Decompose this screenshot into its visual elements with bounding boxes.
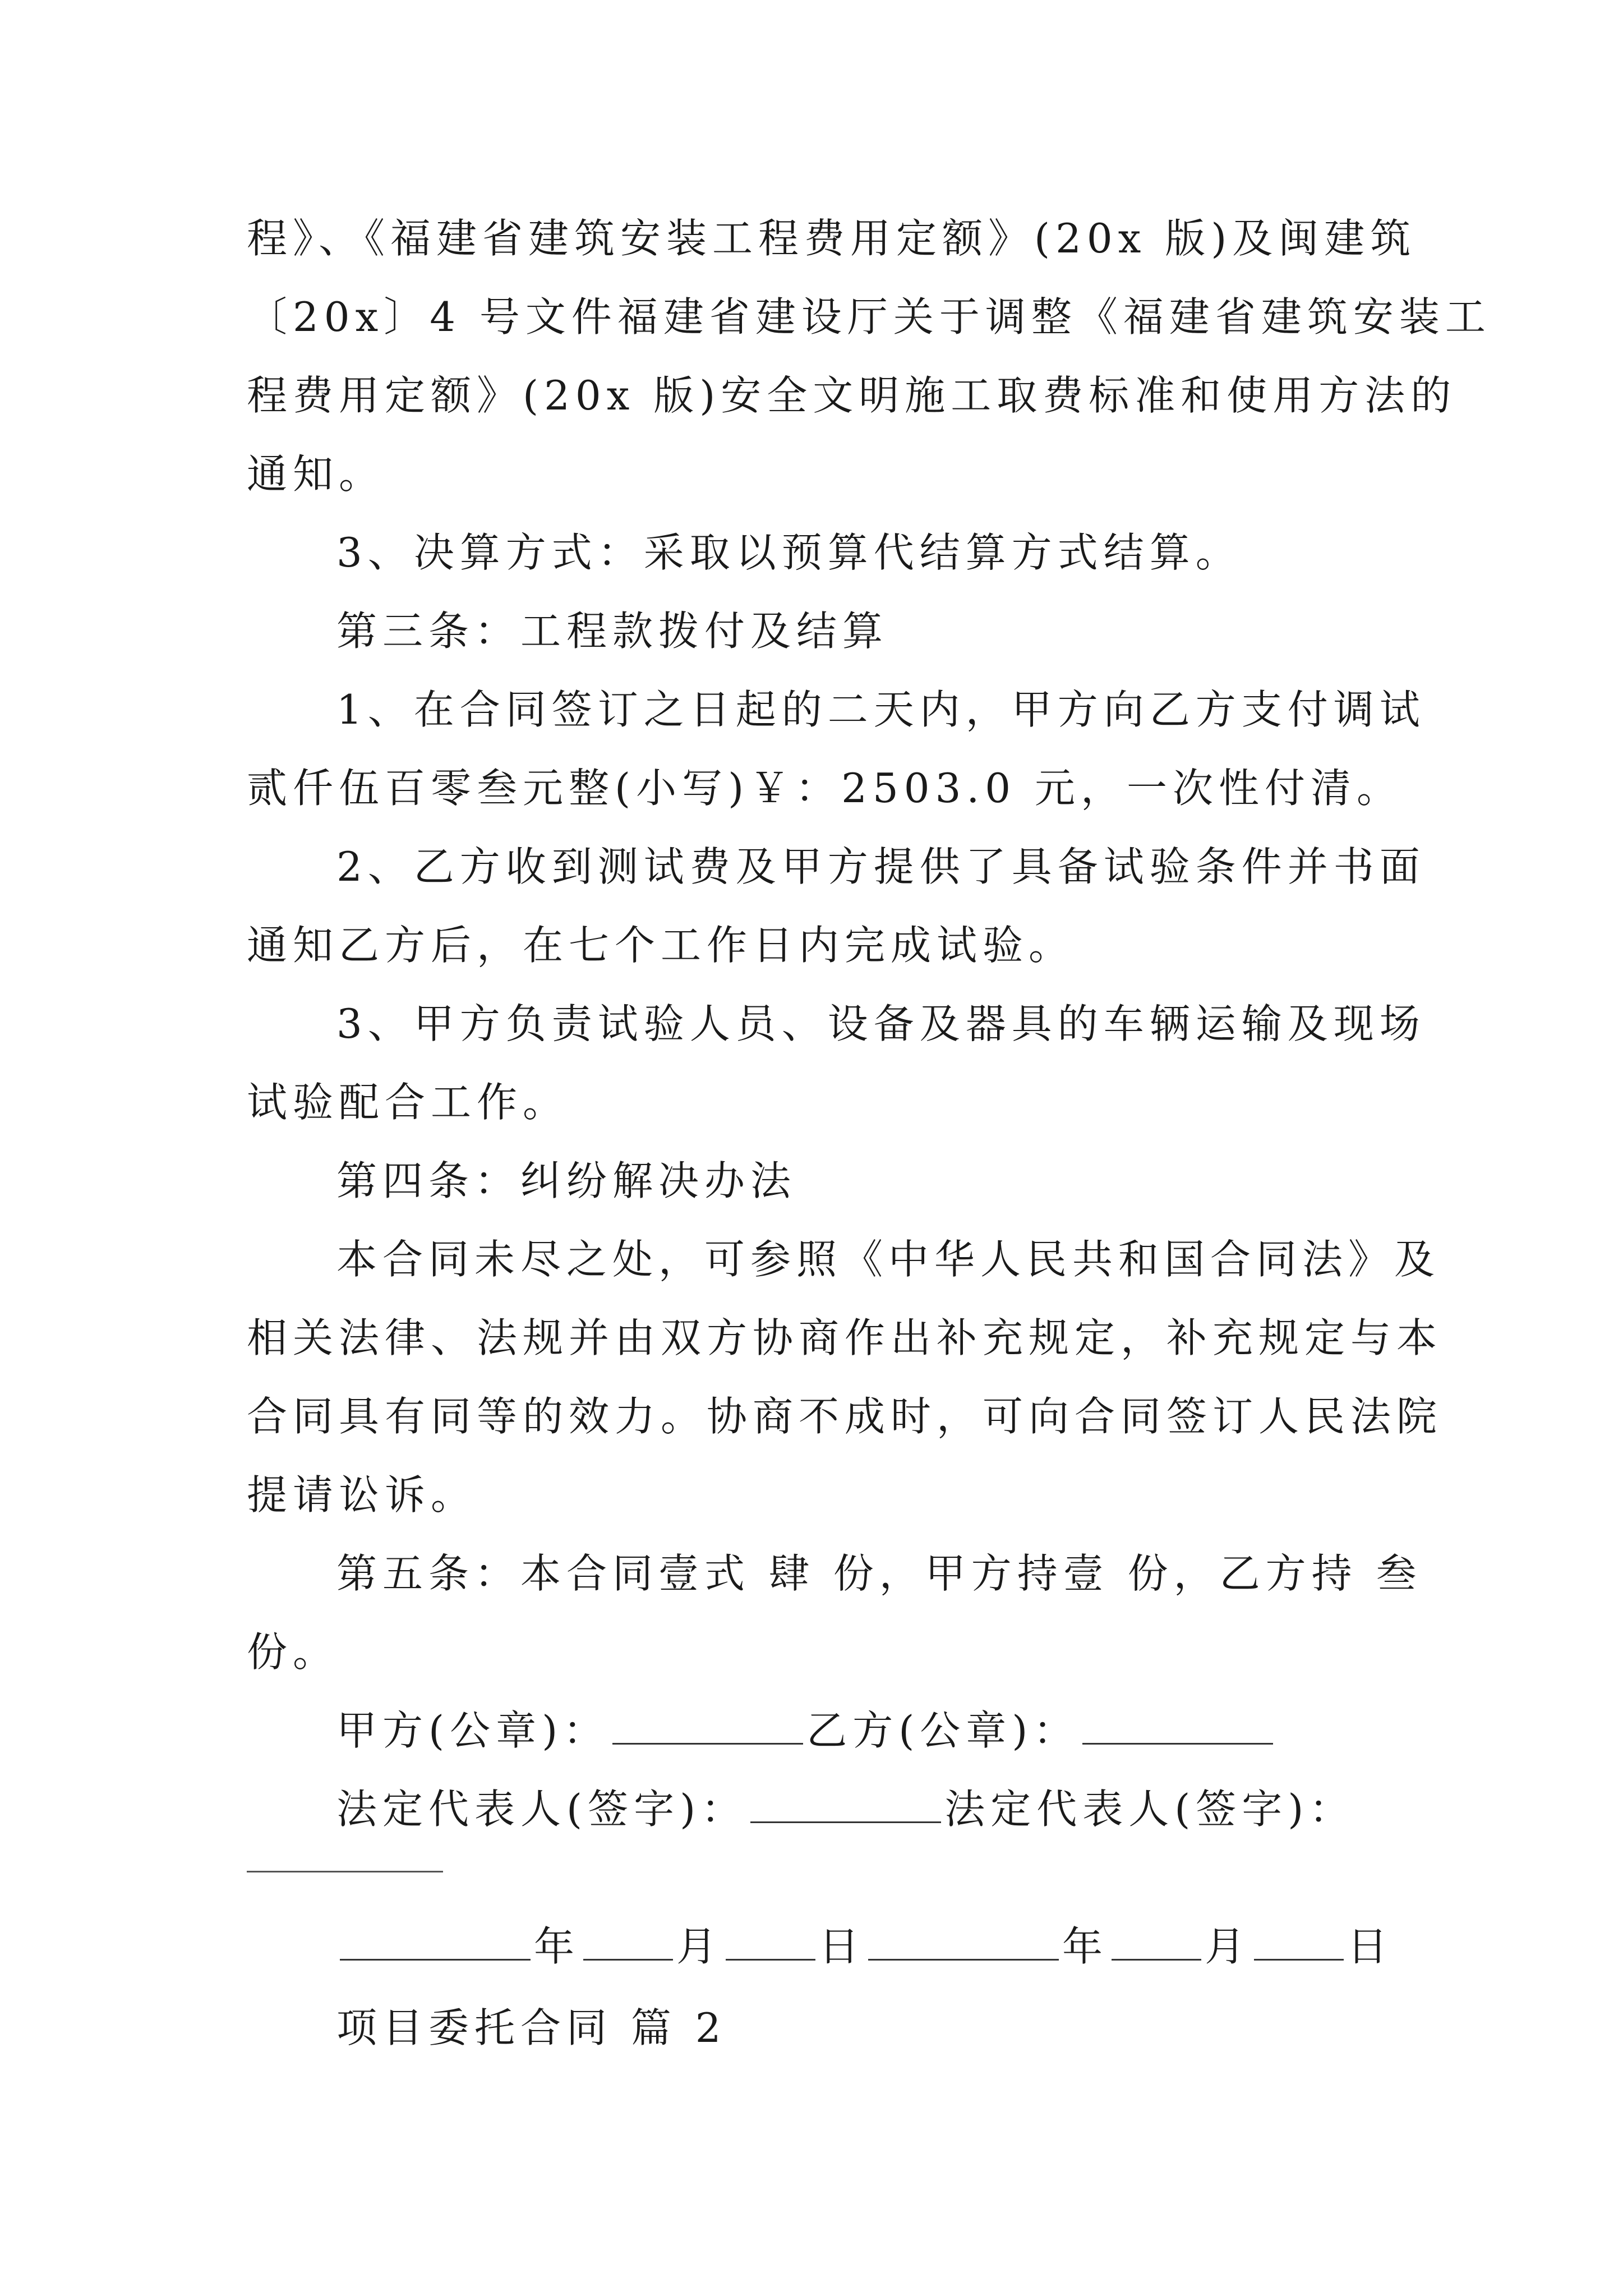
next-section-heading: 项目委托合同 篇 2 [336,2004,727,2051]
article-3-item-3-line-2: 试验配合工作。 [247,1079,569,1126]
party-a-day-label: 日 [819,1923,865,1970]
party-a-day-blank [726,1920,815,1961]
party-a-month-label: 月 [676,1923,723,1970]
party-b-seal-blank [1082,1704,1273,1745]
party-b-rep-label: 法定代表人(签字)： [944,1786,1355,1833]
party-a-rep-blank [750,1782,941,1823]
party-b-month-blank [1112,1920,1201,1961]
settlement-method: 3、决算方式：采取以预算代结算方式结算。 [336,529,1242,576]
article-4-line-4: 提请讼诉。 [247,1471,477,1519]
party-b-day-label: 日 [1347,1923,1394,1970]
representative-line [336,1781,1355,1837]
party-a-rep-label: 法定代表人(签字)： [336,1786,748,1833]
seal-line [336,1703,1276,1759]
article-5-line-2: 份。 [247,1628,339,1676]
party-b-rep-blank [247,1871,443,1872]
article-3-item-1-line-1: 1、在合同签订之日起的二天内，甲方向乙方支付调试 [336,686,1426,733]
party-b-day-blank [1254,1920,1344,1961]
article-5-line-1: 第五条：本合同壹式 肆 份，甲方持壹 份，乙方持 叁 [336,1550,1422,1597]
party-b-month-label: 月 [1205,1923,1251,1970]
body-line-4: 通知。 [247,450,385,498]
party-a-year-blank [340,1920,531,1961]
date-line [336,1918,1393,1975]
body-line-1: 程》、《福建省建筑安装工程费用定额》(20x 版)及闽建筑 [247,215,1417,262]
article-3-item-1-line-2: 贰仟伍百零叁元整(小写)￥：2503.0 元，一次性付清。 [247,765,1403,812]
party-a-seal-blank [612,1704,803,1745]
article-3-item-2-line-2: 通知乙方后，在七个工作日内完成试验。 [247,922,1075,969]
body-line-3: 程费用定额》(20x 版)安全文明施工取费标准和使用方法的 [247,372,1457,419]
party-a-month-blank [583,1920,673,1961]
article-4-line-1: 本合同未尽之处，可参照《中华人民共和国合同法》及 [336,1236,1441,1283]
article-4-heading: 第四条：纠纷解决办法 [336,1157,797,1204]
party-b-year-label: 年 [1062,1923,1109,1970]
article-3-heading: 第三条：工程款拨付及结算 [336,608,889,655]
party-b-seal-label: 乙方(公章)： [806,1707,1080,1754]
party-b-year-blank [868,1920,1059,1961]
article-3-item-2-line-1: 2、乙方收到测试费及甲方提供了具备试验条件并书面 [336,843,1426,890]
article-4-line-2: 相关法律、法规并由双方协商作出补充规定，补充规定与本 [247,1314,1443,1361]
article-4-line-3: 合同具有同等的效力。协商不成时，可向合同签订人民法院 [247,1393,1443,1440]
body-line-2: 〔20x〕4 号文件福建省建设厅关于调整《福建省建筑安装工 [247,293,1491,341]
party-a-year-label: 年 [534,1923,580,1970]
article-3-item-3-line-1: 3、甲方负责试验人员、设备及器具的车辆运输及现场 [336,1000,1426,1047]
party-a-seal-label: 甲方(公章)： [336,1707,610,1754]
